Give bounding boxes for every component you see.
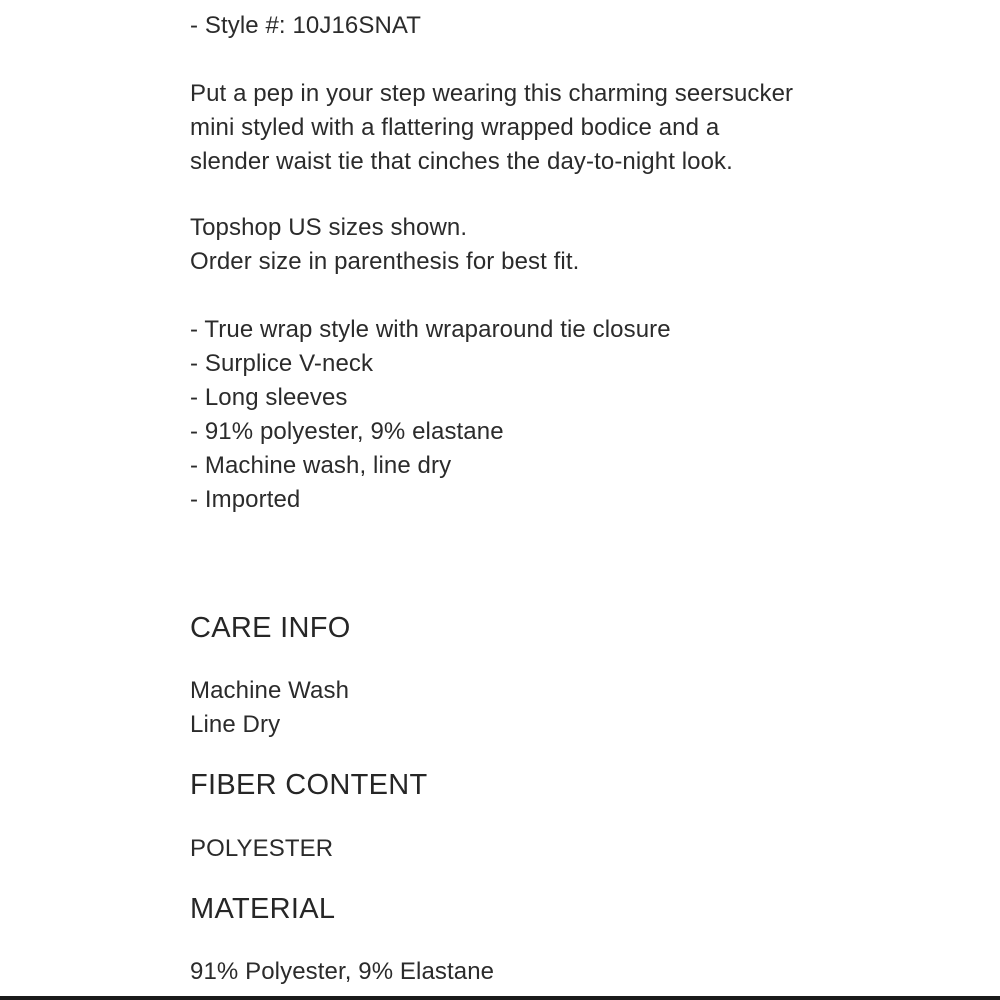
fiber-content-body bbox=[190, 832, 333, 866]
material-heading: MATERIAL bbox=[190, 893, 336, 925]
material-value: 91% Polyester, 9% Elastane bbox=[190, 958, 495, 985]
material-body bbox=[190, 955, 494, 989]
description-line: slender waist tie that cinches the day-to-night look. bbox=[190, 148, 733, 175]
care-info-heading: CARE INFO bbox=[190, 612, 351, 644]
care-info-body bbox=[190, 674, 349, 742]
care-info-line: Line Dry bbox=[190, 711, 281, 738]
care-info-line: Machine Wash bbox=[190, 677, 350, 704]
feature-item: - True wrap style with wraparound tie closure bbox=[190, 316, 671, 343]
description-line: Put a pep in your step wearing this charming seersucker bbox=[190, 80, 794, 107]
description-block bbox=[190, 77, 793, 179]
style-number: - Style #: 10J16SNAT bbox=[190, 12, 421, 39]
feature-item: - 91% polyester, 9% elastane bbox=[190, 418, 504, 445]
feature-item: - Imported bbox=[190, 486, 301, 513]
bottom-divider bbox=[0, 996, 1000, 1000]
fiber-content-heading: FIBER CONTENT bbox=[190, 769, 428, 801]
care-info-section bbox=[190, 610, 351, 646]
material-section bbox=[190, 891, 335, 927]
feature-item: - Surplice V-neck bbox=[190, 350, 374, 377]
sizing-note-block bbox=[190, 211, 579, 279]
feature-item: - Long sleeves bbox=[190, 384, 348, 411]
fiber-content-section bbox=[190, 767, 428, 803]
style-number-block bbox=[190, 9, 421, 43]
features-list bbox=[190, 313, 671, 517]
sizing-note-line: Topshop US sizes shown. bbox=[190, 214, 468, 241]
feature-item: - Machine wash, line dry bbox=[190, 452, 452, 479]
description-line: mini styled with a flattering wrapped bodice and a bbox=[190, 114, 720, 141]
sizing-note-line: Order size in parenthesis for best fit. bbox=[190, 248, 580, 275]
fiber-content-value: POLYESTER bbox=[190, 835, 334, 862]
